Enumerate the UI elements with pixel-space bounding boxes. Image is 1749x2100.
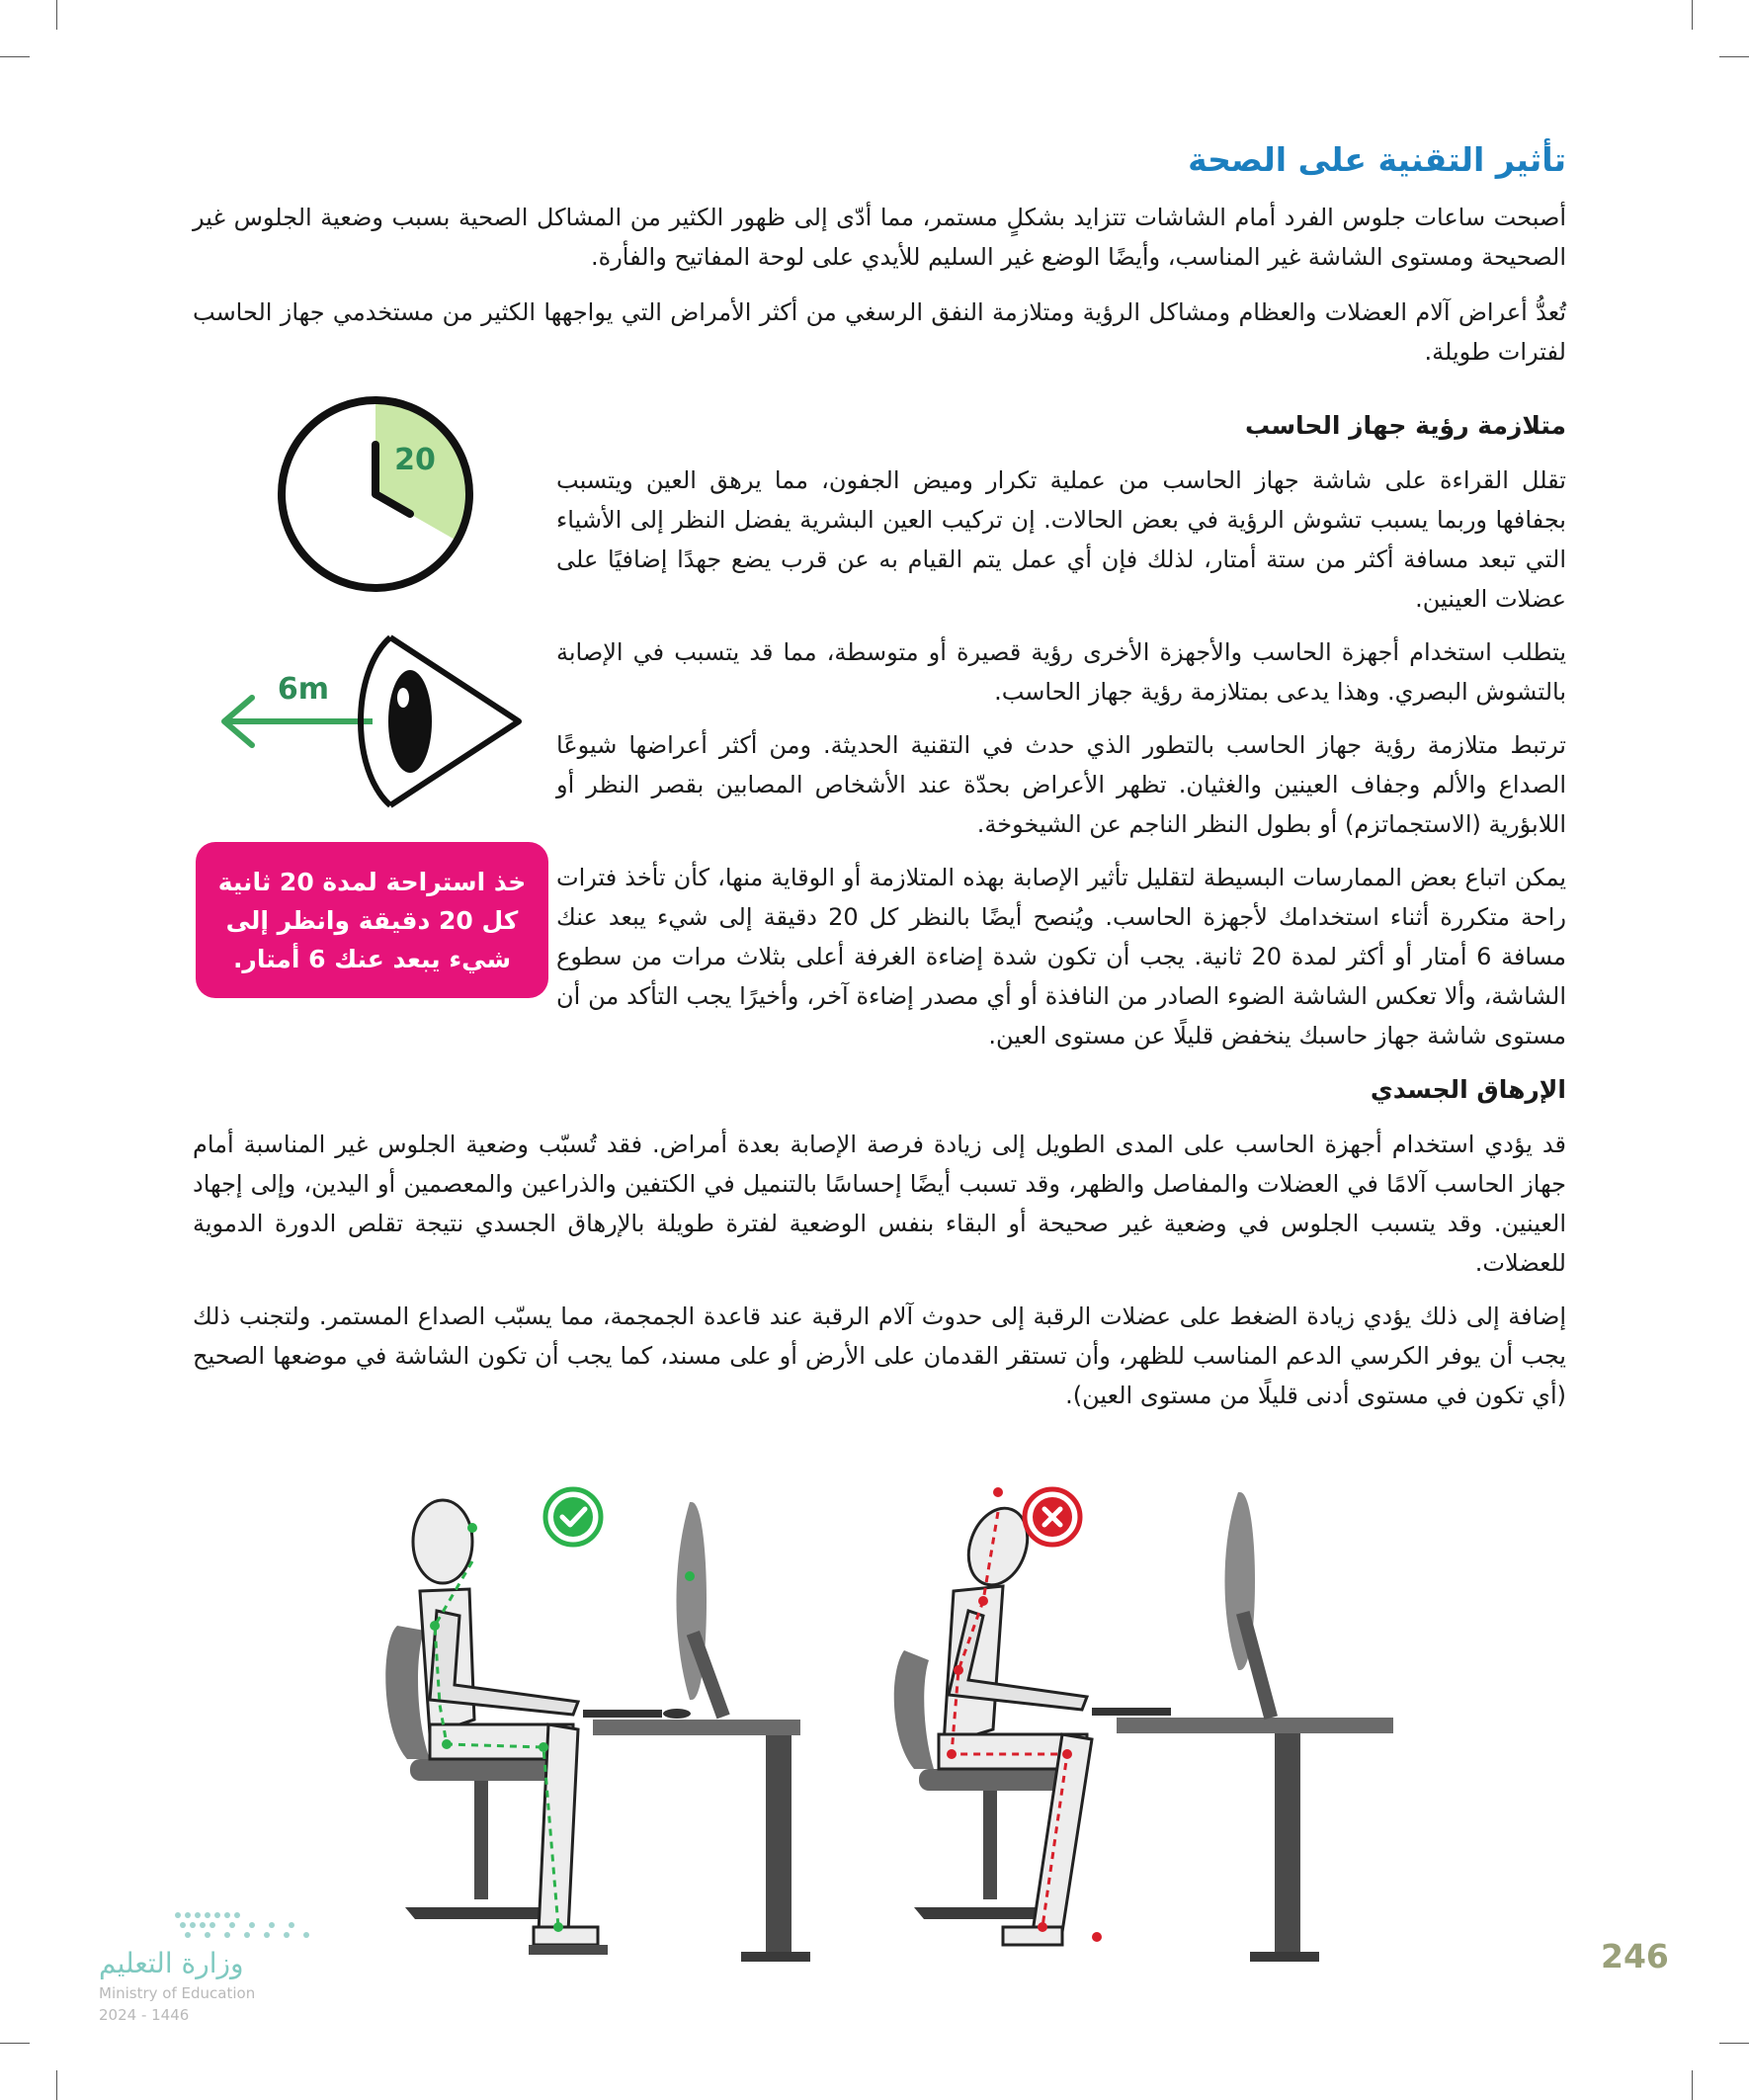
crop-mark [0, 2043, 30, 2044]
joint-marker [467, 1523, 477, 1533]
wrong-posture [894, 1487, 1393, 1962]
crop-mark [1719, 56, 1749, 57]
chair-seat [410, 1759, 558, 1781]
crop-mark [1692, 0, 1693, 30]
desk-top [1117, 1718, 1393, 1733]
intro-paragraph: أصبحت ساعات جلوس الفرد أمام الشاشات تتزايد بشكلٍ مستمر، مما أدّى إلى ظهور الكثير من المشاكل الصحية بسبب وضعية الجلوس غير الصحيحة ومستوى الشاشة غير المناسب، وأيضًا الوضع غير السليم للأيدي على لوحة المفاتيح والفأرة. [193, 204, 1566, 271]
joint-marker [978, 1596, 988, 1606]
fatigue-paragraph: قد يؤدي استخدام أجهزة الحاسب على المدى الطويل إلى زيادة فرصة الإصابة بعدة أمراض. فقد تُسبّب وضعية الجلوس غير المناسبة أمام جهاز الحاسب آلامًا في العضلات والمفاصل والظهر، وقد تسبب أيضًا إحساسًا بالتنميل في الكتفين والذراعين والمعصمين أو اليدين، وإلى إجهاد العينين. وقد يتسبب الجلوس في وضعية غير صحيحة أو البقاء بنفس الوضعية لفترة طويلة بالإرهاق الجسدي نتيجة تقلص الدورة الدموية للعضلات. [193, 1131, 1566, 1277]
vision-paragraph: ترتبط متلازمة رؤية جهاز الحاسب بالتطور الذي حدث في التقنية الحديثة. ومن أكثر أعراضها شيوعًا الصداع والألم وجفاف العينين والغثيان. تظهر الأعراض بحدّة عند الأشخاص المصابين بقصر النظر أو اللابؤرية (الاستجماتزم) أو بطول النظر الناجم عن الشيخوخة. [556, 731, 1566, 838]
desk-foot [741, 1952, 810, 1962]
section-title: تأثير التقنية على الصحة [1188, 140, 1566, 179]
page-number: 246 [1601, 1937, 1669, 1975]
chair-back [894, 1650, 934, 1769]
desk-top [593, 1720, 800, 1735]
vision-paragraph: يمكن اتباع بعض الممارسات البسيطة لتقليل تأثير الإصابة بهذه المتلازمة أو الوقاية منها، كأن تأخذ فترات راحة متكررة أثناء استخدامك لأجهزة الحاسب. ويُنصح أيضًا بالنظر كل 20 دقيقة إلى شيء يبعد عنك مسافة 6 أمتار أو أكثر لمدة 20 ثانية. يجب أن تكون شدة إضاءة الغرفة أعلى بثلاث مرات من سطوع الشاشة، وألا تعكس الشاشة الضوء الصادر من النافذة أو أي مصدر إضاءة آخر، وأخيرًا يجب التأكد من أن مستوى شاشة جهاز حاسبك ينخفض قليلًا عن مستوى العين. [556, 864, 1566, 1050]
keyboard [1092, 1708, 1171, 1716]
ministry-year: 2024 - 1446 [99, 2006, 190, 2024]
joint-marker [1038, 1922, 1047, 1932]
keyboard [583, 1710, 662, 1718]
ministry-name-en: Ministry of Education [99, 1984, 256, 2002]
joint-marker [1092, 1932, 1102, 1942]
fatigue-block [193, 1125, 1566, 1415]
joint-marker [947, 1749, 957, 1759]
chair-post [474, 1781, 488, 1899]
eye-reflection [397, 688, 409, 708]
fatigue-heading: الإرهاق الجسدي [1370, 1075, 1566, 1104]
distance-label: 6m [277, 672, 330, 707]
check-icon [553, 1497, 593, 1537]
crop-mark [56, 2070, 57, 2100]
vision-block [556, 461, 1566, 1055]
joint-marker [539, 1742, 548, 1752]
joint-marker [553, 1922, 563, 1932]
chair-seat [919, 1769, 1067, 1791]
vision-paragraph: تقلل القراءة على شاشة جهاز الحاسب من عملية تكرار وميض الجفون، مما يرهق العين ويتسبب بجفافها وربما يسبب تشوش الرؤية في بعض الحالات. إن تركيب العين البشرية يفضل النظر إلى الأشياء التي تبعد مسافة أكثر من ستة أمتار، لذلك فإن أي عمل يتم القيام به عن قرب يضع جهدًا إضافيًا على عضلات العينين. [556, 466, 1566, 613]
foot [1003, 1927, 1062, 1945]
vision-heading: متلازمة رؤية جهاز الحاسب [1245, 411, 1566, 440]
joint-marker [1062, 1749, 1072, 1759]
foot [534, 1927, 598, 1945]
ministry-name-ar: وزارة التعليم [99, 1947, 244, 1979]
desk-foot [1250, 1952, 1319, 1962]
joint-marker [430, 1621, 440, 1631]
crop-mark [0, 56, 30, 57]
tip-callout: خذ استراحة لمدة 20 ثانية كل 20 دقيقة وانظر إلى شيء يبعد عنك 6 أمتار. [196, 842, 548, 998]
crop-mark [1719, 2043, 1749, 2044]
footrest [529, 1945, 608, 1955]
desk-leg [766, 1735, 791, 1958]
desk-leg [1275, 1733, 1300, 1956]
eye-illustration [212, 632, 539, 810]
crop-mark [1692, 2070, 1693, 2100]
intro-block [193, 198, 1566, 372]
joint-marker [685, 1571, 695, 1581]
chair-post [983, 1791, 997, 1899]
fatigue-paragraph: إضافة إلى ذلك يؤدي زيادة الضغط على عضلات الرقبة إلى حدوث آلام الرقبة عند قاعدة الجمجمة، مما يسبّب الصداع المستمر. ولتجنب ذلك يجب أن يوفر الكرسي الدعم المناسب للظهر، وأن تستقر القدمان على الأرض أو على مسند، كما يجب أن تكون الشاشة في موضعها الصحيح (أي تكون في مستوى أدنى قليلًا من مستوى العين). [193, 1302, 1566, 1409]
head [413, 1500, 472, 1583]
joint-marker [954, 1665, 963, 1675]
mouse [663, 1709, 691, 1719]
joint-marker [442, 1739, 452, 1749]
chair-base [405, 1907, 553, 1919]
crop-mark [56, 0, 57, 30]
clock-illustration [272, 390, 479, 598]
intro-paragraph: تُعدُّ أعراض آلام العضلات والعظام ومشاكل الرؤية ومتلازمة النفق الرسغي من أكثر الأمراض التي يواجهها الكثير من مستخدمي جهاز الحاسب لفترات طويلة. [193, 298, 1566, 366]
correct-posture [385, 1489, 810, 1962]
vision-paragraph: يتطلب استخدام أجهزة الحاسب والأجهزة الأخرى رؤية قصيرة أو متوسطة، مما قد يتسبب في الإصابة بالتشوش البصري. وهذا يدعى بمتلازمة رؤية جهاز الحاسب. [556, 638, 1566, 706]
clock-label: 20 [394, 443, 436, 477]
logo-dots-icon [168, 1907, 316, 1947]
joint-marker [993, 1487, 1003, 1497]
eye-pupil [388, 670, 432, 773]
arm [430, 1611, 578, 1715]
posture-illustration [375, 1472, 1393, 1967]
arm [949, 1611, 1087, 1710]
